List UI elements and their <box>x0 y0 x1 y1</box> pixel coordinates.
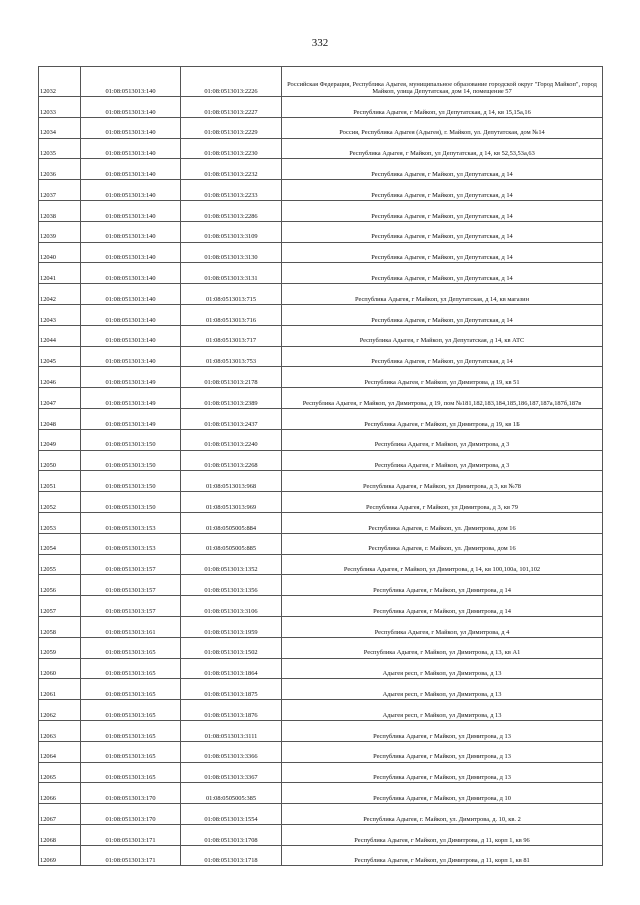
row-number-cell: 12043 <box>39 304 81 325</box>
row-number-cell: 12032 <box>39 67 81 97</box>
address-cell: Республика Адыгея, г Майкоп, ул Димитрова, д 19, кв 51 <box>282 367 603 388</box>
address-cell: Республика Адыгея, г Майкоп, ул Димитрова, д 3, кв №78 <box>282 471 603 492</box>
cadastral-quarter-cell: 01:08:0513013:140 <box>81 263 181 284</box>
table-row <box>39 263 603 284</box>
cadastral-number-cell: 01:08:0513013:2286 <box>181 200 282 221</box>
table-row <box>39 67 603 97</box>
cadastral-quarter-cell: 01:08:0513013:140 <box>81 346 181 367</box>
cadastral-quarter-cell: 01:08:0513013:140 <box>81 97 181 118</box>
cadastral-number-cell: 01:08:0513013:1864 <box>181 658 282 679</box>
cadastral-number-cell: 01:08:0513013:1352 <box>181 554 282 575</box>
cadastral-number-cell: 01:08:0513013:2230 <box>181 138 282 159</box>
cadastral-quarter-cell: 01:08:0513013:140 <box>81 138 181 159</box>
cadastral-number-cell: 01:08:0513013:3106 <box>181 596 282 617</box>
cadastral-quarter-cell: 01:08:0513013:153 <box>81 533 181 554</box>
table-row <box>39 741 603 762</box>
row-number-cell: 12055 <box>39 554 81 575</box>
row-number-cell: 12045 <box>39 346 81 367</box>
row-number-cell: 12037 <box>39 180 81 201</box>
cadastral-number-cell: 01:08:0513013:3109 <box>181 221 282 242</box>
table-row <box>39 720 603 741</box>
address-cell: Республика Адыгея, г Майкоп, ул Димитрова, д 14, кв 100,100а, 101,102 <box>282 554 603 575</box>
row-number-cell: 12064 <box>39 741 81 762</box>
table-row <box>39 408 603 429</box>
address-cell: Республика Адыгея, г. Майкоп, ул. Димитрова, дом 16 <box>282 533 603 554</box>
address-cell: Республика Адыгея, г Майкоп, ул Димитрова, д 13 <box>282 762 603 783</box>
address-cell: Республика Адыгея, г Майкоп, ул Димитрова, д 13 <box>282 741 603 762</box>
cadastral-number-cell: 01:08:0513013:3366 <box>181 741 282 762</box>
table-row <box>39 575 603 596</box>
cadastral-quarter-cell: 01:08:0513013:170 <box>81 783 181 804</box>
cadastral-quarter-cell: 01:08:0513013:171 <box>81 824 181 845</box>
row-number-cell: 12054 <box>39 533 81 554</box>
address-cell: Республика Адыгея, г Майкоп, ул Депутатская, д 14, кв АТС <box>282 325 603 346</box>
registry-table <box>38 66 603 866</box>
row-number-cell: 12039 <box>39 221 81 242</box>
cadastral-quarter-cell: 01:08:0513013:140 <box>81 180 181 201</box>
table-row <box>39 700 603 721</box>
cadastral-number-cell: 01:08:0513013:3111 <box>181 720 282 741</box>
address-cell: Адыгея респ, г Майкоп, ул Димитрова, д 13 <box>282 700 603 721</box>
cadastral-quarter-cell: 01:08:0513013:157 <box>81 575 181 596</box>
row-number-cell: 12066 <box>39 783 81 804</box>
cadastral-number-cell: 01:08:0513013:2178 <box>181 367 282 388</box>
table-row <box>39 117 603 138</box>
address-cell: Республика Адыгея, г Майкоп, ул Димитрова, д 10 <box>282 783 603 804</box>
cadastral-quarter-cell: 01:08:0513013:140 <box>81 284 181 305</box>
table-row <box>39 180 603 201</box>
table-row <box>39 284 603 305</box>
cadastral-quarter-cell: 01:08:0513013:165 <box>81 741 181 762</box>
row-number-cell: 12057 <box>39 596 81 617</box>
table-row <box>39 159 603 180</box>
cadastral-number-cell: 01:08:0513013:2232 <box>181 159 282 180</box>
table-row <box>39 596 603 617</box>
row-number-cell: 12061 <box>39 679 81 700</box>
cadastral-quarter-cell: 01:08:0513013:140 <box>81 304 181 325</box>
address-cell: Республика Адыгея, г Майкоп, ул Димитрова, д 19, пом №181,182,183,184,185,186,187,187а,187б,187в <box>282 388 603 409</box>
table-row <box>39 637 603 658</box>
cadastral-quarter-cell: 01:08:0513013:149 <box>81 367 181 388</box>
cadastral-quarter-cell: 01:08:0513013:153 <box>81 512 181 533</box>
cadastral-number-cell: 01:08:0513013:2268 <box>181 450 282 471</box>
address-cell: Республика Адыгея, г Майкоп, ул Димитрова, д 11, корп 1, кв 81 <box>282 845 603 866</box>
cadastral-quarter-cell: 01:08:0513013:165 <box>81 762 181 783</box>
row-number-cell: 12069 <box>39 845 81 866</box>
address-cell: Республика Адыгея, г Майкоп, ул Депутатская, д 14, кв 52,53,53а,63 <box>282 138 603 159</box>
address-cell: Республика Адыгея, г Майкоп, ул Димитрова, д 4 <box>282 616 603 637</box>
table-row <box>39 554 603 575</box>
row-number-cell: 12036 <box>39 159 81 180</box>
table-row <box>39 783 603 804</box>
cadastral-number-cell: 01:08:0513013:3131 <box>181 263 282 284</box>
address-cell: Российская Федерация, Республика Адыгея, муниципальное образование городской округ "Город Майкоп", город Майкоп, улица Депутатская, дом 14, помещение 57 <box>282 67 603 97</box>
cadastral-number-cell: 01:08:0513013:1356 <box>181 575 282 596</box>
address-cell: Республика Адыгея, г Майкоп, ул Димитрова, д 3, кв 79 <box>282 492 603 513</box>
cadastral-quarter-cell: 01:08:0513013:165 <box>81 720 181 741</box>
cadastral-quarter-cell: 01:08:0513013:157 <box>81 596 181 617</box>
row-number-cell: 12059 <box>39 637 81 658</box>
cadastral-number-cell: 01:08:0505005:385 <box>181 783 282 804</box>
cadastral-number-cell: 01:08:0513013:753 <box>181 346 282 367</box>
row-number-cell: 12067 <box>39 804 81 825</box>
address-cell: Республика Адыгея, г Майкоп, ул Димитрова, д 13, кв А1 <box>282 637 603 658</box>
table-row <box>39 616 603 637</box>
address-cell: Республика Адыгея, г. Майкоп, ул. Димитрова, д. 10, кв. 2 <box>282 804 603 825</box>
table-row <box>39 804 603 825</box>
cadastral-quarter-cell: 01:08:0513013:165 <box>81 679 181 700</box>
row-number-cell: 12053 <box>39 512 81 533</box>
cadastral-quarter-cell: 01:08:0513013:140 <box>81 67 181 97</box>
cadastral-quarter-cell: 01:08:0513013:165 <box>81 700 181 721</box>
cadastral-quarter-cell: 01:08:0513013:149 <box>81 388 181 409</box>
cadastral-number-cell: 01:08:0513013:716 <box>181 304 282 325</box>
table-row <box>39 824 603 845</box>
row-number-cell: 12044 <box>39 325 81 346</box>
row-number-cell: 12035 <box>39 138 81 159</box>
address-cell: Республика Адыгея, г Майкоп, ул Депутатская, д 14 <box>282 159 603 180</box>
row-number-cell: 12068 <box>39 824 81 845</box>
address-cell: Республика Адыгея, г Майкоп, ул Димитрова, д 14 <box>282 575 603 596</box>
table-row <box>39 346 603 367</box>
table-row <box>39 304 603 325</box>
table-row <box>39 492 603 513</box>
address-cell: Республика Адыгея, г Майкоп, ул Димитрова, д 14 <box>282 596 603 617</box>
table-row <box>39 325 603 346</box>
row-number-cell: 12034 <box>39 117 81 138</box>
cadastral-quarter-cell: 01:08:0513013:140 <box>81 221 181 242</box>
row-number-cell: 12063 <box>39 720 81 741</box>
table-row <box>39 512 603 533</box>
cadastral-number-cell: 01:08:0505005:885 <box>181 533 282 554</box>
table-row <box>39 679 603 700</box>
cadastral-quarter-cell: 01:08:0513013:170 <box>81 804 181 825</box>
cadastral-number-cell: 01:08:0513013:715 <box>181 284 282 305</box>
table-row <box>39 429 603 450</box>
cadastral-number-cell: 01:08:0513013:2389 <box>181 388 282 409</box>
address-cell: Республика Адыгея, г. Майкоп, ул. Димитрова, дом 16 <box>282 512 603 533</box>
cadastral-quarter-cell: 01:08:0513013:157 <box>81 554 181 575</box>
cadastral-number-cell: 01:08:0513013:1876 <box>181 700 282 721</box>
cadastral-number-cell: 01:08:0513013:1708 <box>181 824 282 845</box>
row-number-cell: 12047 <box>39 388 81 409</box>
table-row <box>39 221 603 242</box>
address-cell: Республика Адыгея, г Майкоп, ул Депутатская, д 14 <box>282 263 603 284</box>
row-number-cell: 12065 <box>39 762 81 783</box>
row-number-cell: 12060 <box>39 658 81 679</box>
cadastral-quarter-cell: 01:08:0513013:149 <box>81 408 181 429</box>
row-number-cell: 12048 <box>39 408 81 429</box>
cadastral-quarter-cell: 01:08:0513013:150 <box>81 429 181 450</box>
address-cell: Адыгея респ, г Майкоп, ул Димитрова, д 13 <box>282 658 603 679</box>
cadastral-quarter-cell: 01:08:0513013:150 <box>81 471 181 492</box>
cadastral-number-cell: 01:08:0513013:717 <box>181 325 282 346</box>
address-cell: Республика Адыгея, г Майкоп, ул Депутатская, д 14 <box>282 346 603 367</box>
row-number-cell: 12046 <box>39 367 81 388</box>
table-row <box>39 845 603 866</box>
address-cell: Адыгея респ, г Майкоп, ул Димитрова, д 13 <box>282 679 603 700</box>
cadastral-quarter-cell: 01:08:0513013:140 <box>81 325 181 346</box>
cadastral-number-cell: 01:08:0513013:3367 <box>181 762 282 783</box>
table-row <box>39 367 603 388</box>
table-row <box>39 138 603 159</box>
cadastral-quarter-cell: 01:08:0513013:140 <box>81 242 181 263</box>
row-number-cell: 12033 <box>39 97 81 118</box>
address-cell: Республика Адыгея, г Майкоп, ул Димитрова, д 19, кв 1Б <box>282 408 603 429</box>
table-row <box>39 762 603 783</box>
table-row <box>39 471 603 492</box>
cadastral-number-cell: 01:08:0513013:2233 <box>181 180 282 201</box>
cadastral-number-cell: 01:08:0513013:2226 <box>181 67 282 97</box>
row-number-cell: 12050 <box>39 450 81 471</box>
address-cell: Республика Адыгея, г Майкоп, ул Депутатская, д 14 <box>282 304 603 325</box>
row-number-cell: 12049 <box>39 429 81 450</box>
row-number-cell: 12040 <box>39 242 81 263</box>
cadastral-number-cell: 01:08:0513013:1554 <box>181 804 282 825</box>
address-cell: Республика Адыгея, г Майкоп, ул Димитрова, д 13 <box>282 720 603 741</box>
table-row <box>39 450 603 471</box>
cadastral-number-cell: 01:08:0513013:968 <box>181 471 282 492</box>
address-cell: Республика Адыгея, г Майкоп, ул Димитрова, д 11, корп 1, кв 96 <box>282 824 603 845</box>
table-row <box>39 388 603 409</box>
cadastral-number-cell: 01:08:0513013:2227 <box>181 97 282 118</box>
cadastral-number-cell: 01:08:0513013:1875 <box>181 679 282 700</box>
table-row <box>39 242 603 263</box>
address-cell: Республика Адыгея, г Майкоп, ул Димитрова, д 3 <box>282 450 603 471</box>
row-number-cell: 12038 <box>39 200 81 221</box>
cadastral-number-cell: 01:08:0513013:3130 <box>181 242 282 263</box>
cadastral-quarter-cell: 01:08:0513013:161 <box>81 616 181 637</box>
table-row <box>39 200 603 221</box>
cadastral-number-cell: 01:08:0513013:1959 <box>181 616 282 637</box>
cadastral-quarter-cell: 01:08:0513013:150 <box>81 450 181 471</box>
cadastral-quarter-cell: 01:08:0513013:140 <box>81 159 181 180</box>
address-cell: Республика Адыгея, г Майкоп, ул Депутатская, д 14 <box>282 180 603 201</box>
row-number-cell: 12056 <box>39 575 81 596</box>
cadastral-quarter-cell: 01:08:0513013:165 <box>81 637 181 658</box>
cadastral-quarter-cell: 01:08:0513013:140 <box>81 200 181 221</box>
cadastral-number-cell: 01:08:0513013:2437 <box>181 408 282 429</box>
address-cell: Республика Адыгея, г Майкоп, ул Депутатская, д 14 <box>282 242 603 263</box>
cadastral-number-cell: 01:08:0513013:1502 <box>181 637 282 658</box>
table-row <box>39 533 603 554</box>
cadastral-quarter-cell: 01:08:0513013:150 <box>81 492 181 513</box>
row-number-cell: 12042 <box>39 284 81 305</box>
row-number-cell: 12052 <box>39 492 81 513</box>
table-row <box>39 658 603 679</box>
row-number-cell: 12062 <box>39 700 81 721</box>
address-cell: Россия, Республика Адыгея (Адыгея), г. Майкоп, ул. Депутатская, дом №14 <box>282 117 603 138</box>
address-cell: Республика Адыгея, г Майкоп, ул Депутатская, д 14 <box>282 221 603 242</box>
table-body <box>39 67 603 866</box>
row-number-cell: 12051 <box>39 471 81 492</box>
cadastral-number-cell: 01:08:0505005:884 <box>181 512 282 533</box>
row-number-cell: 12058 <box>39 616 81 637</box>
cadastral-number-cell: 01:08:0513013:2229 <box>181 117 282 138</box>
cadastral-number-cell: 01:08:0513013:1718 <box>181 845 282 866</box>
address-cell: Республика Адыгея, г Майкоп, ул Депутатская, д 14, кв магазин <box>282 284 603 305</box>
page-number: 332 <box>311 37 329 49</box>
row-number-cell: 12041 <box>39 263 81 284</box>
cadastral-quarter-cell: 01:08:0513013:171 <box>81 845 181 866</box>
table-row <box>39 97 603 118</box>
address-cell: Республика Адыгея, г Майкоп, ул Депутатская, д 14, кв 15,15а,16 <box>282 97 603 118</box>
address-cell: Республика Адыгея, г Майкоп, ул Депутатская, д 14 <box>282 200 603 221</box>
cadastral-quarter-cell: 01:08:0513013:140 <box>81 117 181 138</box>
cadastral-number-cell: 01:08:0513013:2240 <box>181 429 282 450</box>
address-cell: Республика Адыгея, г Майкоп, ул Димитрова, д 3 <box>282 429 603 450</box>
cadastral-number-cell: 01:08:0513013:969 <box>181 492 282 513</box>
cadastral-quarter-cell: 01:08:0513013:165 <box>81 658 181 679</box>
